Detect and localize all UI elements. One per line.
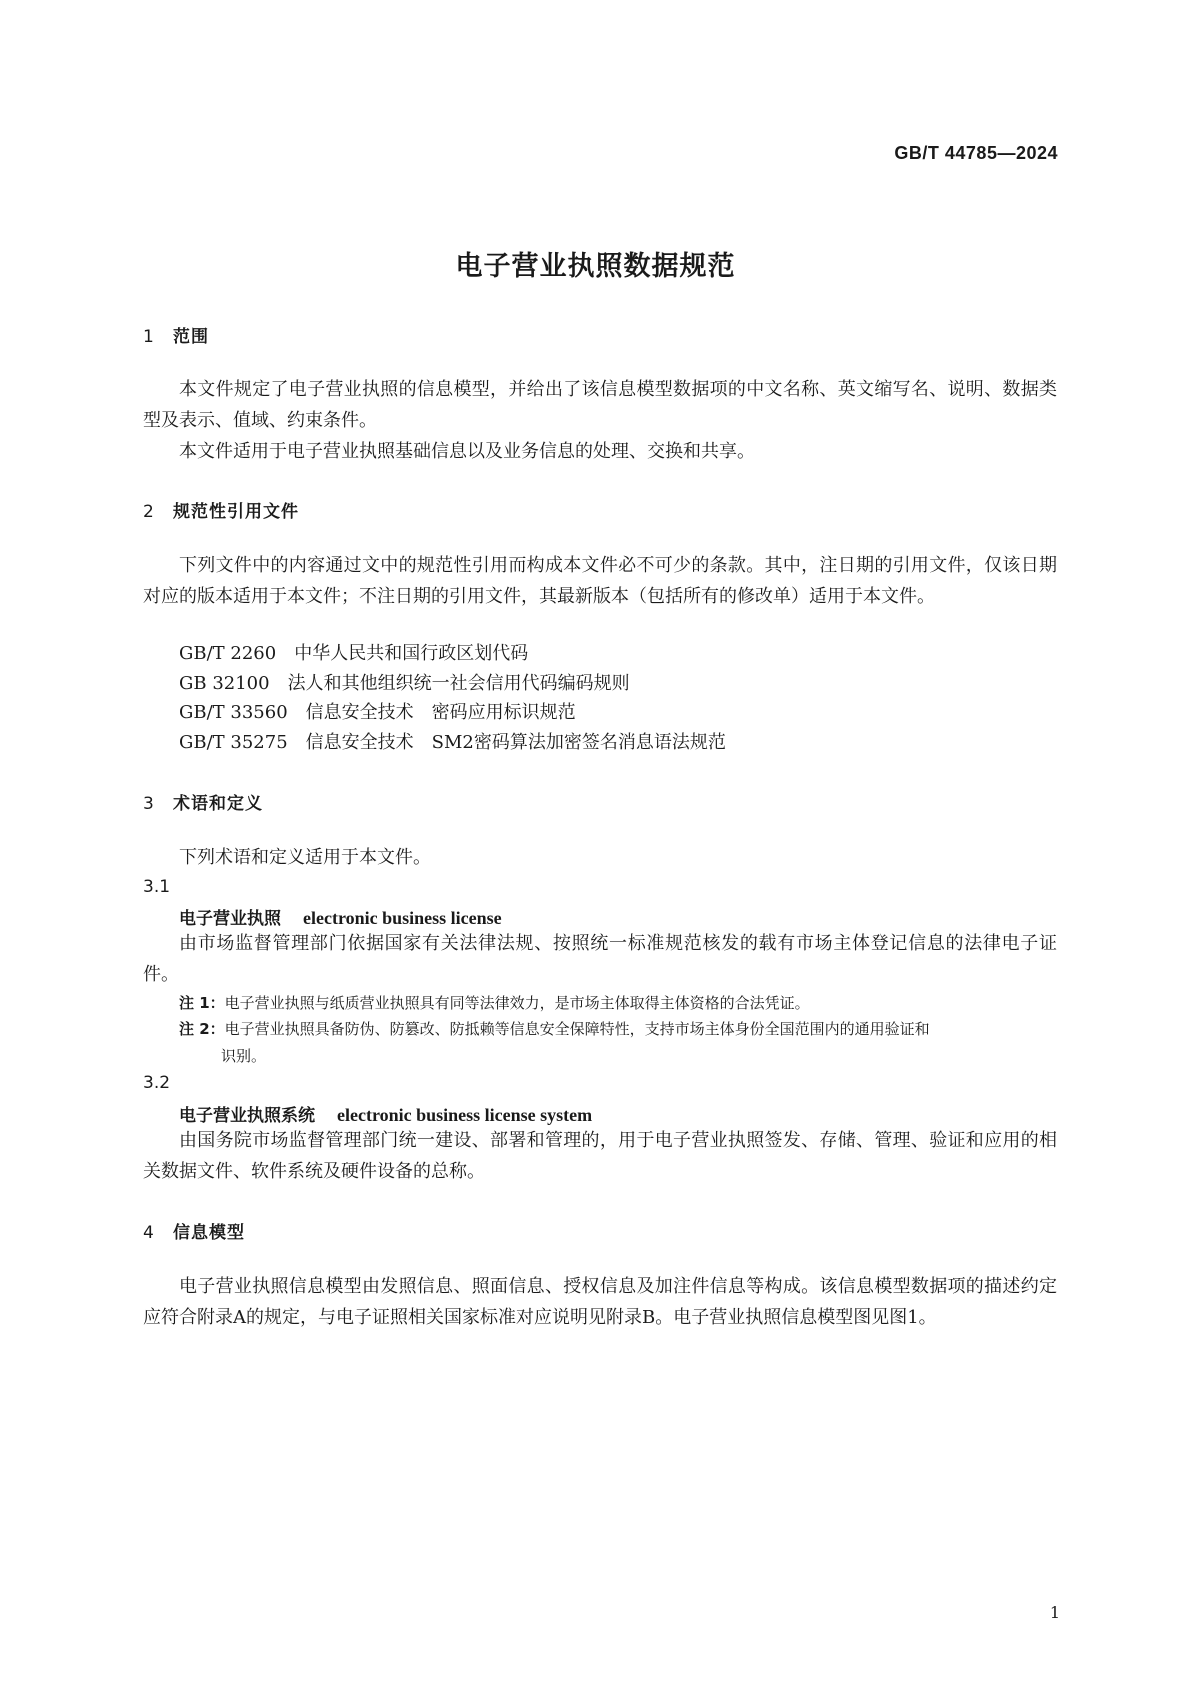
section-number: 2 bbox=[143, 502, 155, 522]
section-3-heading bbox=[143, 789, 263, 814]
reference-item bbox=[179, 697, 576, 728]
reference-item bbox=[179, 668, 630, 699]
reference-title: 信息安全技术 SM2密码算法加密签名消息语法规范 bbox=[305, 732, 726, 753]
term-number: 3.1 bbox=[143, 877, 171, 897]
standard-code: GB/T 44785—2024 bbox=[894, 143, 1058, 163]
section-title: 范围 bbox=[173, 327, 209, 347]
reference-item bbox=[179, 638, 528, 669]
reference-code: GB/T 2260 bbox=[179, 643, 277, 664]
term-name-zh: 电子营业执照系统 bbox=[179, 1106, 315, 1126]
section-title: 信息模型 bbox=[173, 1223, 245, 1243]
section-1-heading bbox=[143, 322, 209, 347]
term-number: 3.2 bbox=[143, 1073, 171, 1093]
note-text-continued: 识别。 bbox=[221, 1047, 267, 1065]
page-number: 1 bbox=[1049, 1603, 1060, 1622]
note-text: 电子营业执照与纸质营业执照具有同等法律效力，是市场主体取得主体资格的合法凭证。 bbox=[224, 994, 810, 1012]
term-name bbox=[179, 904, 502, 929]
reference-code: GB/T 35275 bbox=[179, 732, 288, 753]
document-title: 电子营业执照数据规范 bbox=[455, 251, 736, 282]
paragraph: 本文件规定了电子营业执照的信息模型，并给出了该信息模型数据项的中文名称、英文缩写名、说明、数据类型及表示、值域、约束条件。 bbox=[143, 379, 1057, 431]
section-number: 4 bbox=[143, 1223, 155, 1243]
note-label: 注 1： bbox=[179, 994, 225, 1012]
note bbox=[179, 990, 1057, 1017]
term-name-en: electronic business license bbox=[303, 908, 502, 928]
term-name bbox=[179, 1101, 592, 1126]
reference-title: 中华人民共和国行政区划代码 bbox=[294, 643, 529, 664]
note bbox=[179, 1016, 1057, 1070]
paragraph: 本文件适用于电子营业执照基础信息以及业务信息的处理、交换和共享。 bbox=[179, 441, 755, 462]
section-number: 1 bbox=[143, 327, 155, 347]
note-text: 电子营业执照具备防伪、防篡改、防抵赖等信息安全保障特性，支持市场主体身份全国范围内的通用验证和 bbox=[224, 1020, 930, 1038]
reference-code: GB/T 33560 bbox=[179, 702, 288, 723]
section-number: 3 bbox=[143, 794, 155, 814]
paragraph: 电子营业执照信息模型由发照信息、照面信息、授权信息及加注件信息等构成。该信息模型数据项的描述约定应符合附录A的规定，与电子证照相关国家标准对应说明见附录B。电子营业执照信息模型图见图1。 bbox=[143, 1276, 1057, 1328]
term-definition: 由国务院市场监督管理部门统一建设、部署和管理的，用于电子营业执照签发、存储、管理、验证和应用的相关数据文件、软件系统及硬件设备的总称。 bbox=[143, 1130, 1057, 1182]
term-name-zh: 电子营业执照 bbox=[179, 909, 281, 929]
reference-item bbox=[179, 727, 726, 758]
note-label: 注 2： bbox=[179, 1020, 225, 1038]
reference-code: GB 32100 bbox=[179, 673, 270, 694]
term-name-en: electronic business license system bbox=[337, 1105, 593, 1125]
section-title: 术语和定义 bbox=[173, 794, 263, 814]
paragraph: 下列术语和定义适用于本文件。 bbox=[179, 847, 431, 868]
section-title: 规范性引用文件 bbox=[173, 502, 299, 522]
reference-title: 法人和其他组织统一社会信用代码编码规则 bbox=[287, 673, 630, 694]
section-4-heading bbox=[143, 1218, 245, 1243]
term-definition: 由市场监督管理部门依据国家有关法律法规、按照统一标准规范核发的载有市场主体登记信息的法律电子证件。 bbox=[143, 933, 1057, 985]
reference-title: 信息安全技术 密码应用标识规范 bbox=[305, 702, 576, 723]
section-2-heading bbox=[143, 497, 299, 522]
paragraph: 下列文件中的内容通过文中的规范性引用而构成本文件必不可少的条款。其中，注日期的引用文件，仅该日期对应的版本适用于本文件；不注日期的引用文件，其最新版本（包括所有的修改单）适用于本文件。 bbox=[143, 555, 1057, 607]
